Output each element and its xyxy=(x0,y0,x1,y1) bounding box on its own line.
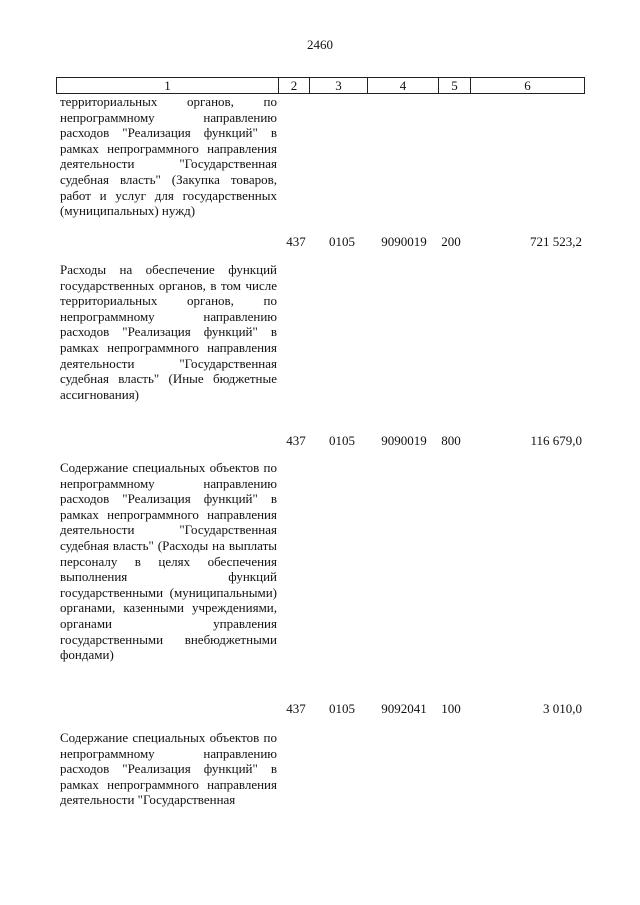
row-col-3: 0105 xyxy=(329,234,355,249)
header-col-6: 6 xyxy=(471,78,585,93)
row-col-6: 3 010,0 xyxy=(543,701,582,716)
row-col-4: 9090019 xyxy=(381,234,427,249)
header-col-1: 1 xyxy=(57,78,279,93)
row-col-3: 0105 xyxy=(329,433,355,448)
row-description: Содержание специальных объектов по непрограммному направлению расходов "Реализация функций" в рамках непрограммного направления деятельности "Государственная судебная власть" (Расходы на выплаты персоналу в целях обеспечения выполнения функций государственными (муниципальными) органами, казенными учреждениями, органами управления государственными внебюджетными фондами) xyxy=(60,460,277,663)
row-col-2: 437 xyxy=(286,234,306,249)
row-col-4: 9092041 xyxy=(381,701,427,716)
row-col-4: 9090019 xyxy=(381,433,427,448)
row-col-3: 0105 xyxy=(329,701,355,716)
row-col-5: 200 xyxy=(441,234,461,249)
header-col-3: 3 xyxy=(310,78,368,93)
row-description: Расходы на обеспечение функций государственных органов, в том числе территориальных органов, по непрограммному направлению расходов "Реализация функций" в рамках непрограммного направления деятельности "Государственная судебная власть" (Иные бюджетные ассигнования) xyxy=(60,262,277,402)
row-col-6: 116 679,0 xyxy=(530,433,582,448)
row-col-6: 721 523,2 xyxy=(530,234,582,249)
row-col-5: 800 xyxy=(441,433,461,448)
row-col-5: 100 xyxy=(441,701,461,716)
header-col-4: 4 xyxy=(368,78,439,93)
header-col-5: 5 xyxy=(439,78,471,93)
row-col-2: 437 xyxy=(286,433,306,448)
row-description: территориальных органов, по непрограммному направлению расходов "Реализация функций" в рамках непрограммного направления деятельности "Государственная судебная власть" (Закупка товаров, работ и услуг для государственных (муниципальных) нужд) xyxy=(60,94,277,219)
page-number: 2460 xyxy=(307,37,333,52)
table-header-row xyxy=(56,77,585,94)
header-col-2: 2 xyxy=(279,78,310,93)
row-description: Содержание специальных объектов по непрограммному направлению расходов "Реализация функций" в рамках непрограммного направления деятельности "Государственная xyxy=(60,730,277,808)
row-col-2: 437 xyxy=(286,701,306,716)
